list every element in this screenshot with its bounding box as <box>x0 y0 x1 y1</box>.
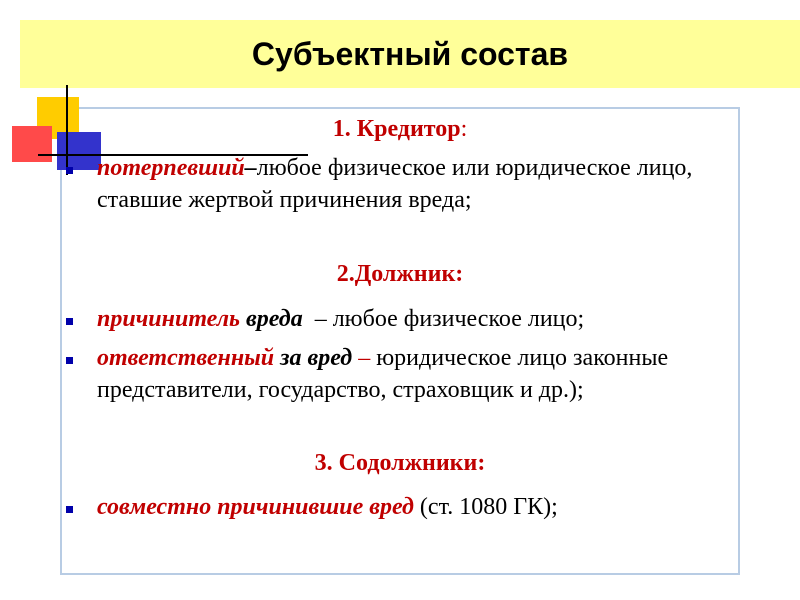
list-item: потерпевший–любое физическое или юридическое лицо, ставшие жертвой причинения вреда; <box>97 155 693 213</box>
decor-red-square <box>12 126 52 162</box>
heading-debtor: 2.Должник: <box>336 261 464 287</box>
heading-creditor: 1. Кредитор: <box>332 116 468 142</box>
bullet-marker <box>66 506 73 513</box>
list-item: ответственный за вред – юридическое лицо законные представители, государство, страховщик и др.); <box>97 345 669 403</box>
title-bar <box>20 20 800 88</box>
list-item: совместно причинившие вред (ст. 1080 ГК); <box>97 494 558 520</box>
bullet-marker <box>66 357 73 364</box>
slide-title: Субъектный состав <box>251 35 569 72</box>
bullet-marker <box>66 318 73 325</box>
bullet-marker <box>66 167 73 174</box>
heading-co-debtors: 3. Содолжники: <box>314 450 486 476</box>
list-item: причинитель вреда – любое физическое лицо; <box>97 306 585 332</box>
